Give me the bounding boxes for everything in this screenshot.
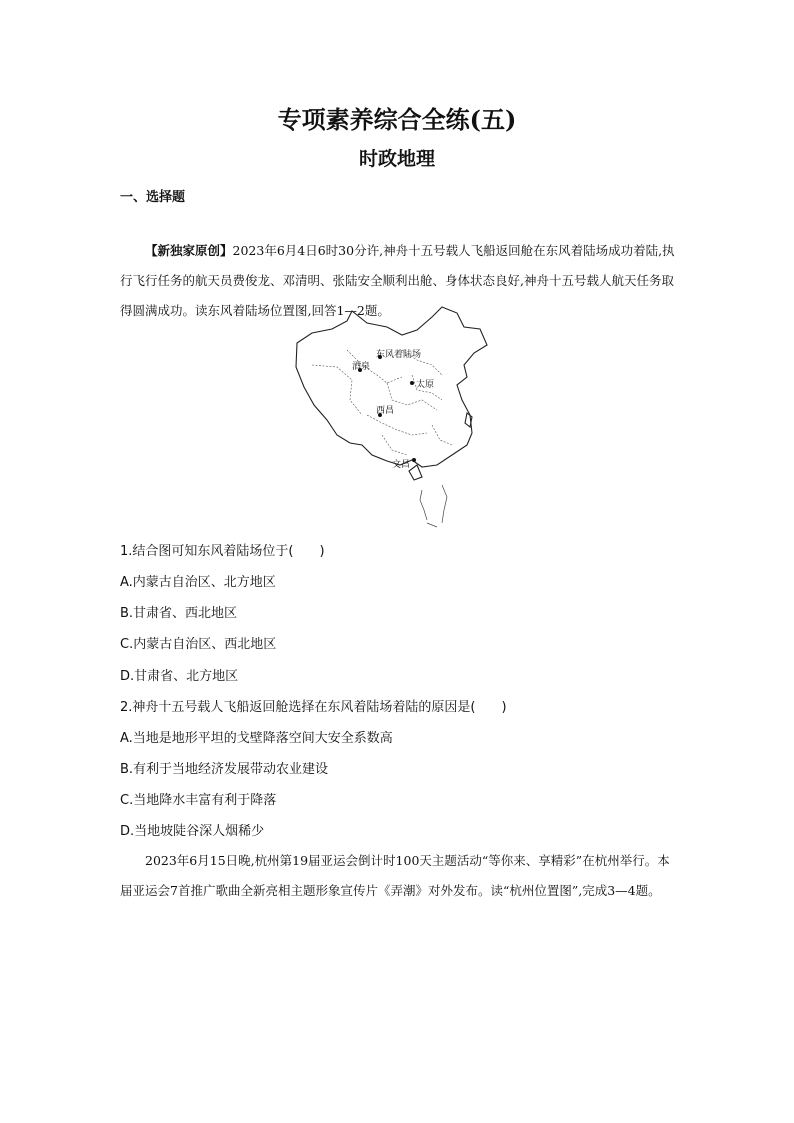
passage-1-tag: 【新独家原创】	[145, 243, 233, 258]
label-jiuquan: 酒泉	[352, 362, 371, 372]
label-dongfeng: 东风着陆场	[376, 350, 422, 360]
question-2-option-c: C.当地降水丰富有利于降落	[120, 793, 277, 808]
china-outline	[296, 307, 487, 480]
page-title: 专项素养综合全练(五)	[277, 105, 517, 134]
question-1-stem: 1.结合图可知东风着陆场位于( )	[120, 544, 325, 559]
question-2-option-b: B.有利于当地经济发展带动农业建设	[120, 762, 329, 777]
passage-1-text: 2023年6月4日6时30分许,神舟十五号载人飞船返回舱在东风着陆场成功着陆,执行飞行任务的航天员费俊龙、邓清明、张陆安全顺利出舱、身体状态良好,神舟十五号载人航天任务取得圆满成功。读东风着陆场位置图,回答1—2题。	[120, 243, 675, 318]
label-taiyuan: 太原	[416, 380, 435, 390]
china-location-map	[292, 305, 492, 530]
question-1-option-a: A.内蒙古自治区、北方地区	[120, 575, 276, 590]
question-1-option-c: C.内蒙古自治区、西北地区	[120, 637, 277, 652]
label-xichang: 西昌	[376, 406, 395, 416]
label-wenchang: 文昌	[392, 460, 411, 470]
passage-2	[120, 846, 680, 906]
question-1-option-b: B.甘肃省、西北地区	[120, 606, 238, 621]
province-borders	[312, 350, 452, 455]
question-2-option-d: D.当地坡陡谷深人烟稀少	[120, 824, 265, 839]
question-2-option-a: A.当地是地形平坦的戈壁降落空间大安全系数高	[120, 731, 393, 746]
wenchang-marker	[412, 458, 416, 462]
section-heading: 一、选择题	[120, 190, 186, 205]
taiyuan-marker	[410, 381, 414, 385]
passage-2-text: 2023年6月15日晚,杭州第19届亚运会倒计时100天主题活动“等你来、享精彩”在杭州举行。本届亚运会7首推广歌曲全新亮相主题形象宣传片《弄潮》对外发布。读“杭州位置图”,完成3—4题。	[120, 853, 670, 898]
question-1-option-d: D.甘肃省、北方地区	[120, 669, 239, 684]
south-sea-islands	[420, 485, 447, 527]
question-2-stem: 2.神舟十五号载人飞船返回舱选择在东风着陆场着陆的原因是( )	[120, 700, 507, 715]
page-subtitle: 时政地理	[358, 148, 435, 170]
